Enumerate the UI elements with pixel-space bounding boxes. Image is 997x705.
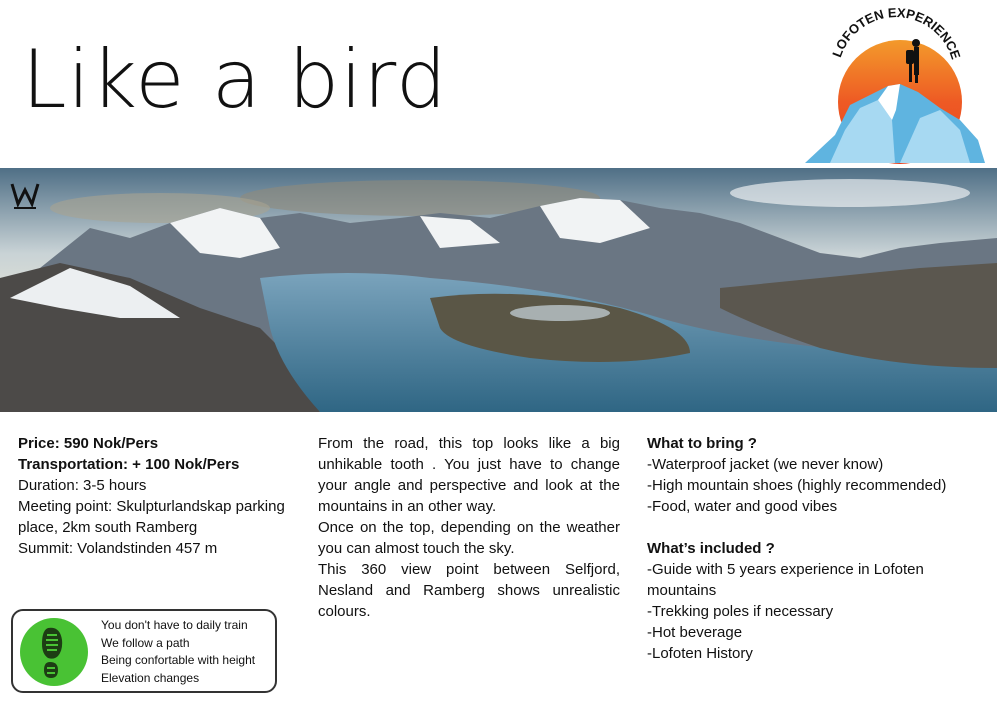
difficulty-line: Elevation changes xyxy=(101,670,200,685)
meeting-point: Meeting point: Skulpturlandskap parking place, 2km south Ramberg xyxy=(18,498,285,536)
description-paragraph: Once on the top, depending on the weather you can almost touch the sky. xyxy=(318,519,620,557)
description-paragraph: This 360 view point between Selfjord, Nesland and Ramberg shows unrealistic colours. xyxy=(318,561,620,620)
tour-info xyxy=(18,433,298,559)
page-title: Like a bird xyxy=(22,33,448,126)
brand-watermark-icon xyxy=(8,180,42,214)
bring-and-included xyxy=(647,433,995,664)
difficulty-badge xyxy=(20,618,88,686)
logo-text: LOFOTEN EXPERIENCE xyxy=(829,4,964,62)
included-heading: What’s included ? xyxy=(647,540,775,557)
list-item: -Waterproof jacket (we never know) xyxy=(647,456,884,473)
list-item: -Guide with 5 years experience in Lofoten mountains xyxy=(647,561,924,599)
duration: Duration: 3-5 hours xyxy=(18,477,147,494)
difficulty-box xyxy=(11,609,277,693)
panorama-mountains-fjord-image xyxy=(0,168,997,412)
list-item: -Food, water and good vibes xyxy=(647,498,838,515)
summit: Summit: Volandstinden 457 m xyxy=(18,540,218,557)
difficulty-line: Being confortable with height xyxy=(101,653,256,667)
list-item: -Trekking poles if necessary xyxy=(647,603,834,620)
transportation: Transportation: + 100 Nok/Pers xyxy=(18,456,240,473)
description xyxy=(318,433,620,622)
difficulty-line: You don't have to daily train xyxy=(101,618,248,632)
difficulty-line: We follow a path xyxy=(101,635,190,650)
list-item: -Hot beverage xyxy=(647,624,743,641)
footprint-icon xyxy=(20,618,88,686)
panorama-image xyxy=(0,168,997,412)
lofoten-experience-logo xyxy=(800,0,990,168)
description-paragraph: From the road, this top looks like a big unhikable tooth . You just have to change your angle and perspective and look at the mountains in an other way. xyxy=(318,435,620,515)
list-item: -Lofoten History xyxy=(647,645,753,662)
list-item: -High mountain shoes (highly recommended) xyxy=(647,477,947,494)
bring-heading: What to bring ? xyxy=(647,435,757,452)
price: Price: 590 Nok/Pers xyxy=(18,435,159,452)
